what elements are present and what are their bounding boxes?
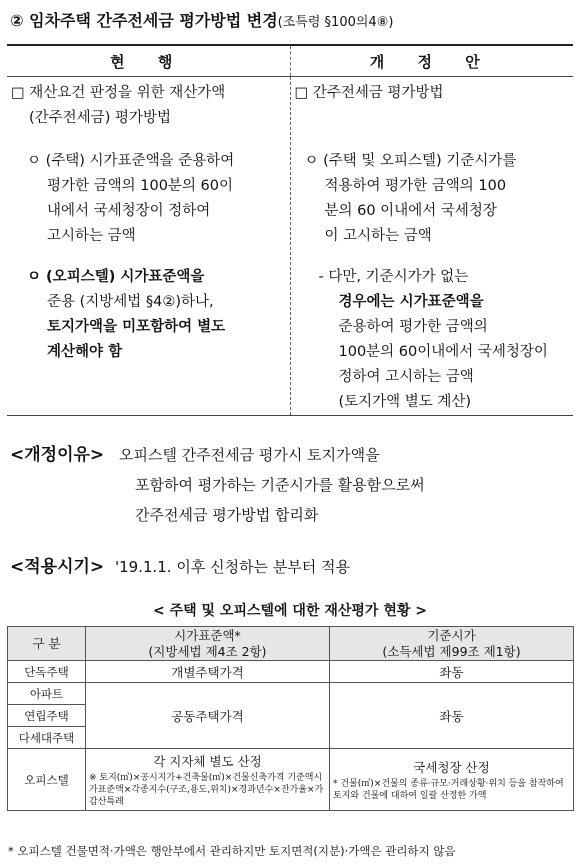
row-detached-col2: 좌동: [330, 661, 574, 683]
reason-label: <개정이유>: [10, 445, 105, 465]
summary-footnote: * 오피스텔 건물면적·가액은 행안부에서 관리하지만 토지면적(지분)·가액은 관리하지 않음: [8, 844, 456, 858]
summary-header-col1-l2: (지방세법 제4조 2항): [148, 643, 267, 659]
officetel-col1-note: ※ 토지(㎡)×공시지가+건축물(㎡)×건물신축가격 기준액시가표준액×각종지수(구조,용도,위치)×경과년수×잔가율×가감산특례: [89, 772, 324, 807]
current-box1-cont: (간주전세금) 평가방법: [29, 110, 171, 126]
proposed-item2-l3: 준용하여 평가한 금액의: [338, 319, 488, 335]
row-detached-label: 단독주택: [8, 661, 86, 683]
current-box1: □ 재산요건 판정을 위한 재산가액: [11, 85, 226, 101]
current-item2-l2: 준용 (지방세법 §4②)하나,: [47, 294, 214, 310]
apply-section: [10, 552, 350, 582]
summary-header-col1-l1: 시가표준액*: [174, 627, 241, 643]
reason-line-1: 오피스텔 간주전세금 평가시 토지가액을: [118, 446, 380, 464]
row-officetel-col2: [330, 749, 574, 811]
summary-title: < 주택 및 오피스텔에 대한 재산평가 현황 >: [153, 603, 427, 619]
proposed-column: [290, 77, 573, 416]
comparison-table: [7, 44, 573, 416]
row-rowhouse-label: 연립주택: [8, 705, 86, 727]
current-item1-l1: ㅇ (주택) 시가표준액을 준용하여: [27, 153, 235, 169]
reason-line-3: 간주전세금 평가방법 합리화: [135, 506, 319, 524]
current-column: [7, 77, 290, 416]
proposed-item2-l1: - 다만, 기준시가가 없는: [318, 269, 469, 285]
reason-line-2: 포함하여 평가하는 기준시가를 활용함으로써: [135, 476, 425, 494]
section-title: [10, 8, 575, 34]
proposed-item2-l5: 정하여 고시하는 금액: [338, 369, 474, 385]
section-title-text: ② 임차주택 간주전세금 평가방법 변경: [10, 11, 278, 30]
summary-header-col2-l2: (소득세법 제99조 제1항): [382, 643, 521, 659]
row-shared-col1: 공동주택가격: [86, 683, 330, 749]
officetel-col1-head: 각 지자체 별도 산정: [153, 753, 262, 769]
proposed-item1-l4: 이 고시하는 금액: [324, 228, 432, 244]
row-multi-label: 다세대주택: [8, 727, 86, 749]
current-item2-l1: ㅇ (오피스텔) 시가표준액을: [27, 269, 205, 285]
proposed-item2-l2: 경우에는 시가표준액을: [338, 294, 484, 310]
proposed-item1-l1: ㅇ (주택 및 오피스텔) 기준시가를: [304, 153, 517, 169]
summary-header-gubun: 구 분: [8, 627, 86, 661]
summary-table: [7, 626, 574, 811]
current-item1-l2: 평가한 금액의 100분의 60이: [47, 178, 234, 194]
summary-header-col1: [86, 627, 330, 661]
proposed-item2-l6: (토지가액 별도 계산): [338, 394, 472, 410]
row-apt-label: 아파트: [8, 683, 86, 705]
proposed-item1-l2: 적용하여 평가한 금액의 100: [324, 178, 507, 194]
row-detached-col1: 개별주택가격: [86, 661, 330, 683]
row-shared-col2: 좌동: [330, 683, 574, 749]
officetel-col2-note: * 건물(㎡)×건물의 종류·규모·거래상황·위치 등을 참작하여 토지와 건물에 대하여 일괄 산정한 가액: [333, 778, 564, 801]
apply-label: <적용시기>: [10, 557, 105, 577]
current-item2-l4: 계산해야 함: [47, 344, 123, 360]
summary-header-col2-l1: 기준시가: [427, 627, 476, 643]
apply-text: '19.1.1. 이후 신청하는 분부터 적용: [114, 558, 351, 576]
current-item1-l4: 고시하는 금액: [47, 228, 136, 244]
proposed-item2-l4: 100분의 60이내에서 국세청장이: [338, 344, 548, 360]
summary-header-col2: [330, 627, 574, 661]
current-item2-l3: 토지가액을 미포함하여 별도: [47, 319, 226, 335]
row-officetel-col1: [86, 749, 330, 811]
proposed-item1-l3: 분의 60 이내에서 국세청장: [324, 203, 497, 219]
current-item1-l3: 내에서 국세청장이 정하여: [47, 203, 211, 219]
row-officetel-label: 오피스텔: [8, 749, 86, 811]
header-proposed: 개 정 안: [290, 45, 573, 77]
officetel-col2-head: 국세청장 산정: [413, 759, 490, 775]
header-current: 현 행: [7, 45, 290, 77]
proposed-box1: □ 간주전세금 평가방법: [294, 85, 444, 101]
section-title-ref: (조특령 §100의4⑧): [277, 15, 394, 30]
reason-section: [10, 440, 425, 530]
